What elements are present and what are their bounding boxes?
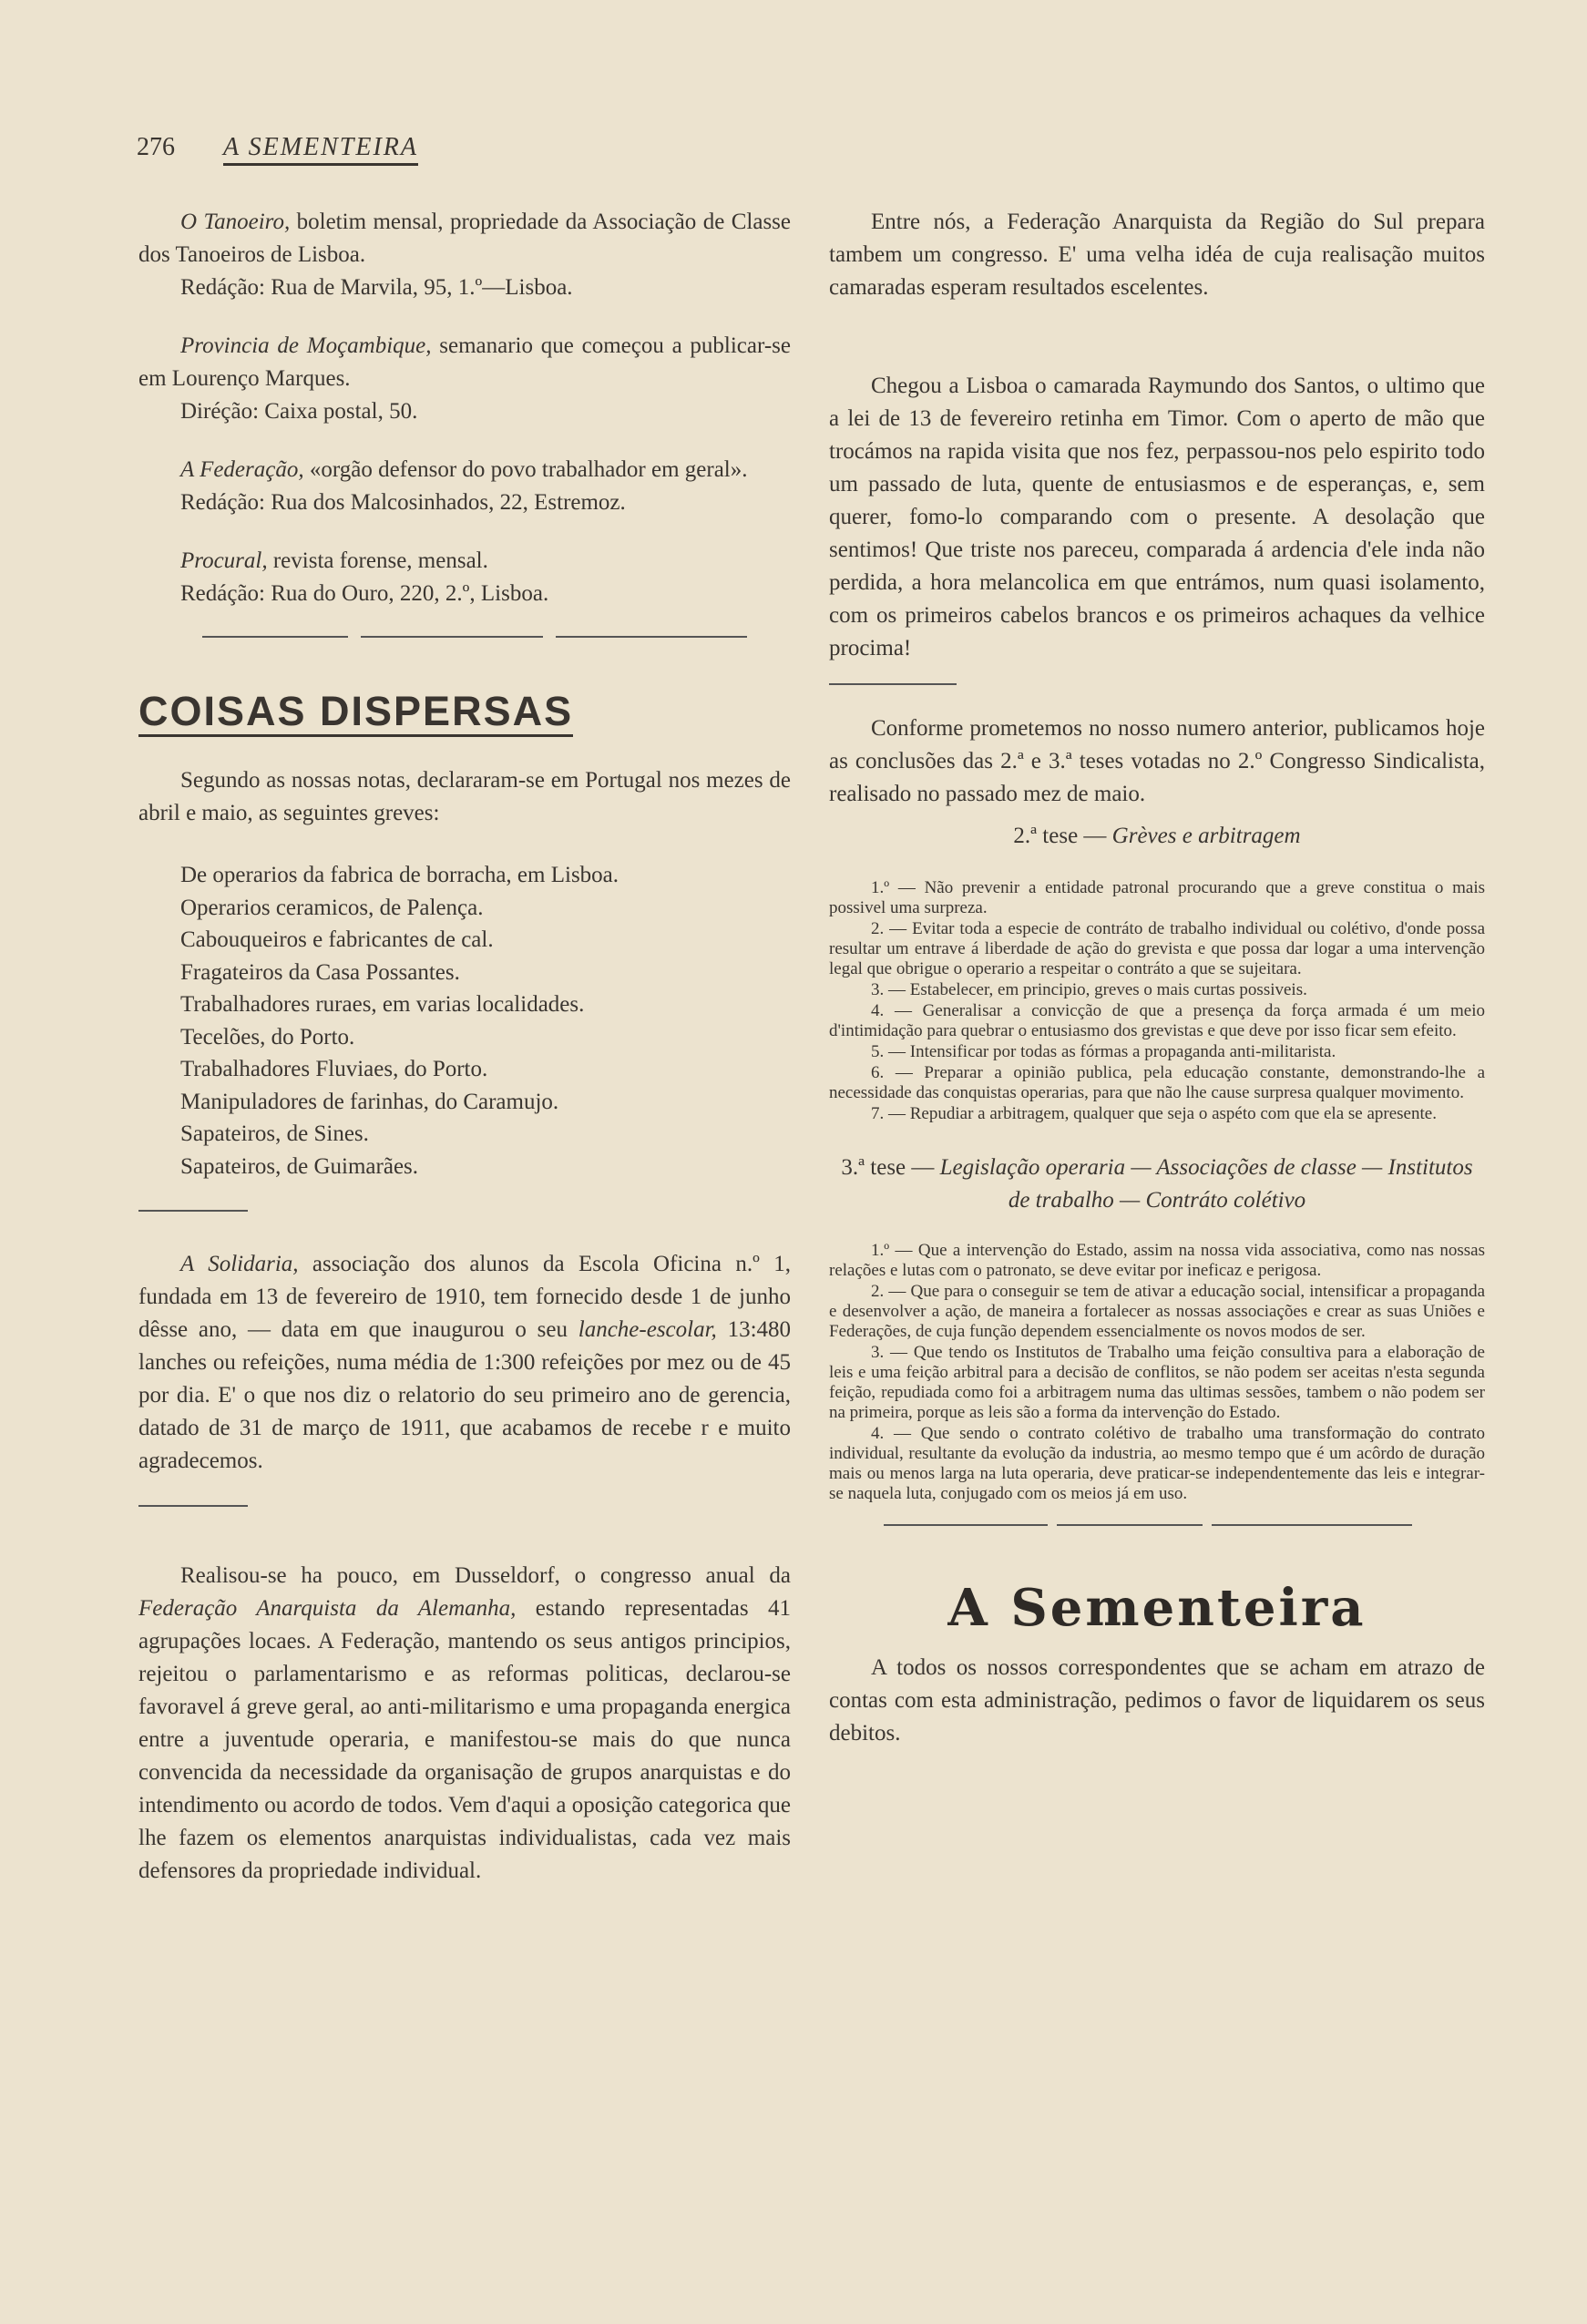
- notice-address: Redáção: Rua de Marvila, 95, 1.º—Lisboa.: [180, 275, 573, 300]
- notice-text: [138, 330, 791, 395]
- notice-text: [138, 545, 791, 578]
- masthead-divider: [884, 1524, 1485, 1526]
- thesis-title: Legislação operaria — Associações de classe — Institutos de trabalho — Contráto colétivo: [939, 1155, 1473, 1213]
- section-heading: [138, 689, 791, 737]
- thesis-label: 2.ª tese —: [1013, 824, 1107, 848]
- notice-address: Redáção: Rua dos Malcosinhados, 22, Estremoz.: [180, 490, 626, 515]
- article-emphasis: Federação Anarquista da Alemanha,: [138, 1596, 517, 1621]
- article-text: Realisou-se ha pouco, em Dusseldorf, o congresso anual da: [180, 1563, 791, 1588]
- congress-paragraph: Entre nós, a Federação Anarquista da Região do Sul prepara tambem um congresso. E' uma velha idéa de cuja realisação muitos camaradas esperam resultados escelentes.: [829, 210, 1485, 300]
- notice-text: [138, 454, 791, 486]
- thesis-item: 2. — Evitar toda a especie de contráto de trabalho individual ou colétivo, d'onde possa resultar um entrave á liberdade de ação do grevista e que possa dar logar a uma intervenção legal que obrigue o operario a respeitar o contráto a que se sujeitara.: [829, 919, 1485, 978]
- conclusions-intro: Conforme prometemos no nosso numero anterior, publicamos hoje as conclusões das 2.ª e 3.ª teses votadas no 2.º Congresso Sindicalista, realisado no passado mez de maio.: [829, 716, 1485, 806]
- divider-line: [202, 636, 348, 638]
- notice-body: boletim mensal, propriedade da Associação de Classe dos Tanoeiros de Lisboa.: [138, 210, 791, 267]
- dusseldorf-article: [138, 1560, 791, 1888]
- thesis-3-list: [829, 1241, 1485, 1504]
- article-title: A Solidaria,: [180, 1252, 299, 1276]
- page-number: 276: [137, 133, 175, 161]
- thesis-item: 1.º — Não prevenir a entidade patronal procurando que a greve constitua o mais possivel uma surpreza.: [829, 878, 1485, 917]
- notice-text: [138, 206, 791, 271]
- thesis-label: 3.ª tese —: [841, 1155, 935, 1180]
- article-emphasis: lanche-escolar,: [578, 1317, 717, 1342]
- list-item: Sapateiros, de Sines.: [180, 1121, 369, 1146]
- notice-procural: [138, 545, 791, 610]
- notice-title: A Federação,: [180, 457, 304, 482]
- thesis-item: 6. — Preparar a opinião publica, pela educação constante, demonstrando-lhe a necessidade das conquistas operarias, para que não lhe cause surpresa qualquer movimento.: [829, 1063, 1485, 1102]
- notice-body: semanario que começou a publicar-se em Lourenço Marques.: [138, 333, 791, 391]
- list-item: Trabalhadores ruraes, em varias localidades.: [180, 992, 585, 1017]
- running-title: A SEMENTEIRA: [223, 133, 418, 166]
- list-item: Fragateiros da Casa Possantes.: [180, 959, 460, 985]
- list-item: Trabalhadores Fluviaes, do Porto.: [180, 1057, 488, 1081]
- list-item: Operarios ceramicos, de Palença.: [180, 895, 484, 920]
- page-header: [137, 133, 418, 162]
- notice-address: Diréção: Caixa postal, 50.: [180, 399, 418, 424]
- list-item: Tecelões, do Porto.: [180, 1024, 355, 1049]
- thesis-title: Grèves e arbitragem: [1111, 824, 1301, 848]
- divider-line: [138, 1505, 248, 1507]
- thesis-item: 3. — Que tendo os Institutos de Trabalho uma feição consultiva para a elaboração de leis e uma feição arbitral para a decisão de conflitos, se não podem ser aceitas n'esta segunda feição, repudiada como foi a arbitragem numa das ultimas sessões, tambem o não podem ser na primeira, porque as leis são a forma da intervenção do Estado.: [829, 1343, 1485, 1422]
- administration-notice: A todos os nossos correspondentes que se acham em atrazo de contas com esta administração, pedimos o favor de liquidarem os seus debitos.: [829, 1655, 1485, 1746]
- strikes-intro: Segundo as nossas notas, declararam-se em Portugal nos mezes de abril e maio, as seguintes greves:: [138, 768, 791, 825]
- notice-address: Redáção: Rua do Ouro, 220, 2.º, Lisboa.: [180, 581, 549, 606]
- thesis-2-heading: [829, 820, 1485, 853]
- divider-line: [829, 683, 957, 685]
- divider-line: [884, 1524, 1048, 1526]
- notice-mocambique: [138, 330, 791, 428]
- left-column: [138, 206, 791, 1888]
- divider-line: [1057, 1524, 1203, 1526]
- notice-title: Procural,: [180, 548, 268, 573]
- divider-line: [1212, 1524, 1412, 1526]
- divider-line: [556, 636, 747, 638]
- masthead-title: A Sementeira: [947, 1578, 1367, 1638]
- article-text: 13:480 lanches ou refeições, numa média de 1:300 refeições por mez ou de 45 por dia. E' o que nos diz o relatorio do seu primeiro ano de gerencia, datado de 31 de março de 1911, que acabamos de recebe r e muito agradecemos.: [138, 1317, 792, 1473]
- thesis-item: 3. — Estabelecer, em principio, greves o mais curtas possiveis.: [871, 980, 1307, 999]
- thesis-2-list: [829, 878, 1485, 1124]
- list-item: Sapateiros, de Guimarães.: [180, 1153, 419, 1179]
- notice-title: Provincia de Moçambique,: [180, 333, 432, 358]
- strikes-list: [180, 859, 791, 1182]
- thesis-item: 4. — Generalisar a convicção de que a presença da força armada é um meio d'intimidação para quebrar o entusiasmo dos grevistas e que deve por isso ficar sem efeito.: [829, 1001, 1485, 1040]
- right-column: [829, 206, 1485, 1750]
- list-item: Cabouqueiros e fabricantes de cal.: [180, 927, 494, 952]
- divider-line: [138, 1210, 248, 1212]
- section-divider: [202, 636, 791, 638]
- thesis-3-heading: [829, 1152, 1485, 1217]
- thesis-item: 4. — Que sendo o contrato colétivo de trabalho uma transformação do contrato individual, resultante da evolução da industria, ao mesmo tempo que é um acôrdo de duração mais ou menos larga na luta operaria, deve praticar-se independentemente das leis e integrar-se naquela luta, conjugado com os meios já em uso.: [829, 1424, 1485, 1503]
- thesis-item: 7. — Repudiar a arbitragem, qualquer que seja o aspéto com que ela se apresente.: [871, 1104, 1437, 1123]
- notice-federacao: [138, 454, 791, 519]
- notice-tanoeiro: [138, 206, 791, 304]
- thesis-item: 1.º — Que a intervenção do Estado, assim na nossa vida associativa, como nas nossas relações e lutas com o patronato, se deve evitar por ineficaz e perigosa.: [829, 1241, 1485, 1280]
- divider-line: [361, 636, 543, 638]
- list-item: Manipuladores de farinhas, do Caramujo.: [180, 1089, 559, 1114]
- thesis-item: 5. — Intensificar por todas as fórmas a propaganda anti-militarista.: [871, 1042, 1336, 1061]
- list-item: De operarios da fabrica de borracha, em Lisboa.: [180, 863, 619, 887]
- article-text: estando representadas 41 agrupações locaes. A Federação, mantendo os seus antigos principios, rejeitou o parlamentarismo e as reformas politicas, declarou-se favoravel á greve geral, ao anti-militarismo e uma propaganda energica entre a juventude operaria, e manifestou-se mais do que nunca convencida da necessidade da organisação de grupos anarquistas e do intendimento ou acordo de todos. Vem d'aqui a oposição categorica que lhe fazem os elementos anarquistas individualistas, cada vez mais defensores da propriedade individual.: [138, 1596, 791, 1883]
- section-title: COISAS DISPERSAS: [138, 689, 573, 737]
- article-text: associação dos alunos da Escola Oficina n.º 1, fundada em 13 de fevereiro de 1910, tem fornecido desde 1 de junho dêsse ano, — data em que inaugurou o seu: [138, 1252, 791, 1342]
- raymundo-paragraph: Chegou a Lisboa o camarada Raymundo dos Santos, o ultimo que a lei de 13 de fevereiro retinha em Timor. Com o aperto de mão que trocámos na rapida visita que nos fez, perpassou-nos pelo espirito todo um passado de luta, quente de entusiasmos e de esperanças, e, sem querer, fomo-lo comparando com o presente. A desolação que sentimos! Que triste nos pareceu, comparada á ardencia d'ele inda não perdida, a hora melancolica em que entrámos, num quasi isolamento, com os primeiros cabelos brancos e os primeiros achaques da velhice procima!: [829, 374, 1485, 660]
- solidaria-article: [138, 1248, 791, 1478]
- thesis-item: 2. — Que para o conseguir se tem de ativar a educação social, intensificar a propaganda e desenvolver a ação, de maneira a fortalecer as nossas associações e crear as suas Uniões e Federações, de cuja função dependem essencialmente os novos modos de ser.: [829, 1282, 1485, 1341]
- notice-body: «orgão defensor do povo trabalhador em geral».: [309, 457, 748, 482]
- notice-body: revista forense, mensal.: [272, 548, 488, 573]
- notice-title: O Tanoeiro,: [180, 210, 291, 234]
